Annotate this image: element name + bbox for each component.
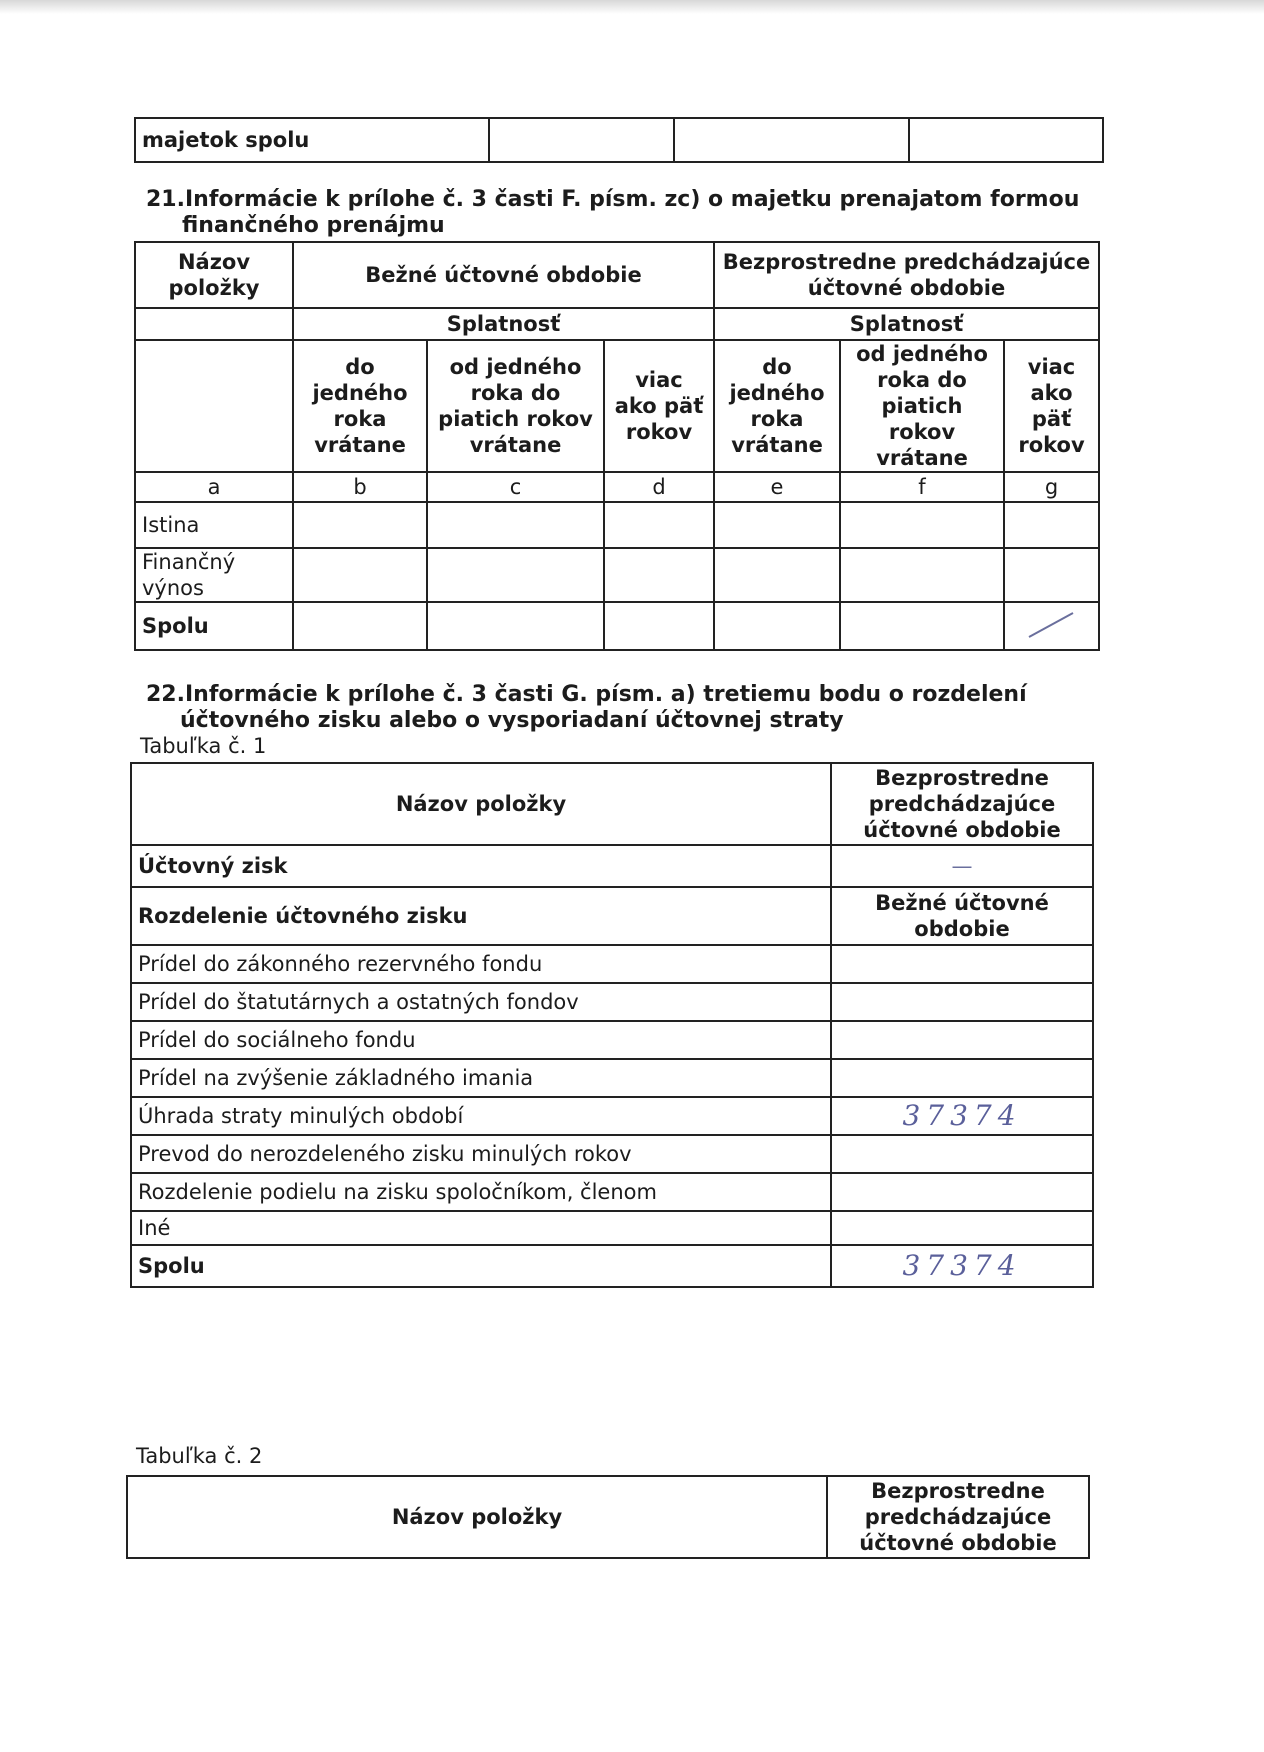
item-uhrada-straty: Úhrada straty minulých období xyxy=(131,1097,831,1135)
item-ine: Iné xyxy=(131,1211,831,1245)
strike-cell xyxy=(1004,602,1099,650)
table-2 xyxy=(126,1475,1090,1559)
scan-edge xyxy=(0,0,1264,14)
column-letter: a xyxy=(135,472,293,502)
majetok-spolu-label: majetok spolu xyxy=(135,118,489,162)
table-2-caption: Tabuľka č. 2 xyxy=(136,1444,263,1468)
head-predchadzajuce-obdobie: Bezprostredne predchádzajúce účtovné obdobie xyxy=(827,1476,1089,1558)
uhrada-straty-value: 37374 xyxy=(831,1097,1093,1135)
profit-distribution-table xyxy=(130,762,1094,1288)
section-22-title xyxy=(146,682,1086,734)
section-21-title-line2: finančného prenájmu xyxy=(182,213,445,238)
row-rozdelenie-zisku: Rozdelenie účtovného zisku xyxy=(131,887,831,945)
cell xyxy=(909,118,1103,162)
spolu-value: 37374 xyxy=(831,1245,1093,1287)
majetok-spolu-table xyxy=(134,117,1104,163)
sub-viac-ako-pat: viac ako päť rokov xyxy=(1004,340,1099,472)
head-nazov-polozky: Názov položky xyxy=(131,763,831,845)
column-letter: g xyxy=(1004,472,1099,502)
sub-do-jedneho-roka: do jedného roka vrátane xyxy=(293,340,427,472)
uctovny-zisk-value: — xyxy=(831,845,1093,887)
cell xyxy=(135,308,293,340)
row-spolu: Spolu xyxy=(131,1245,831,1287)
row-uctovny-zisk: Účtovný zisk xyxy=(131,845,831,887)
splatnost-predch: Splatnosť xyxy=(714,308,1099,340)
head-nazov-polozky: Názov položky xyxy=(127,1476,827,1558)
sub-od-jedneho-do-piatich: od jedného roka do piatich rokov vrátane xyxy=(840,340,1004,472)
item-statutarne-fondy: Prídel do štatutárnych a ostatných fondov xyxy=(131,983,831,1021)
head-predchadzajuce-obdobie: Bezprostredne predchádzajúce účtovné obdobie xyxy=(831,763,1093,845)
item-nerozdeleny-zisk: Prevod do nerozdeleného zisku minulých rokov xyxy=(131,1135,831,1173)
item-socialny-fond: Prídel do sociálneho fondu xyxy=(131,1021,831,1059)
section-21-title-line1: 21.Informácie k prílohe č. 3 časti F. písm. zc) o majetku prenajatom formou xyxy=(146,187,1080,212)
column-letter: b xyxy=(293,472,427,502)
column-letter: e xyxy=(714,472,840,502)
column-letter: f xyxy=(840,472,1004,502)
strike-mark xyxy=(1011,603,1091,643)
column-letter: d xyxy=(604,472,714,502)
item-zakladne-imanie: Prídel na zvýšenie základného imania xyxy=(131,1059,831,1097)
row-spolu: Spolu xyxy=(135,602,293,650)
row-istina: Istina xyxy=(135,502,293,548)
head-nazov-polozky: Názov položky xyxy=(135,242,293,308)
column-letter: c xyxy=(427,472,604,502)
sub-do-jedneho-roka: do jedného roka vrátane xyxy=(714,340,840,472)
finance-lease-table xyxy=(134,241,1100,651)
row-financny-vynos: Finančný výnos xyxy=(135,548,293,602)
section-22-title-line2: účtovného zisku alebo o vysporiadaní účtovnej straty xyxy=(180,708,844,733)
cell xyxy=(135,340,293,472)
sub-viac-ako-pat: viac ako päť rokov xyxy=(604,340,714,472)
head-bezne-obdobie: Bežné účtovné obdobie xyxy=(831,887,1093,945)
section-21-title xyxy=(146,187,1079,239)
cell xyxy=(489,118,674,162)
sub-od-jedneho-do-piatich: od jedného roka do piatich rokov vrátane xyxy=(427,340,604,472)
head-bezne-obdobie: Bežné účtovné obdobie xyxy=(293,242,714,308)
table-1-caption: Tabuľka č. 1 xyxy=(140,734,267,758)
item-rezervny-fond: Prídel do zákonného rezervného fondu xyxy=(131,945,831,983)
item-podiel-spolocnikom: Rozdelenie podielu na zisku spoločníkom, členom xyxy=(131,1173,831,1211)
head-predchadzajuce-obdobie: Bezprostredne predchádzajúce účtovné obdobie xyxy=(714,242,1099,308)
splatnost-bezne: Splatnosť xyxy=(293,308,714,340)
section-22-title-line1: 22.Informácie k prílohe č. 3 časti G. písm. a) tretiemu bodu o rozdelení xyxy=(146,682,1027,707)
cell xyxy=(674,118,909,162)
